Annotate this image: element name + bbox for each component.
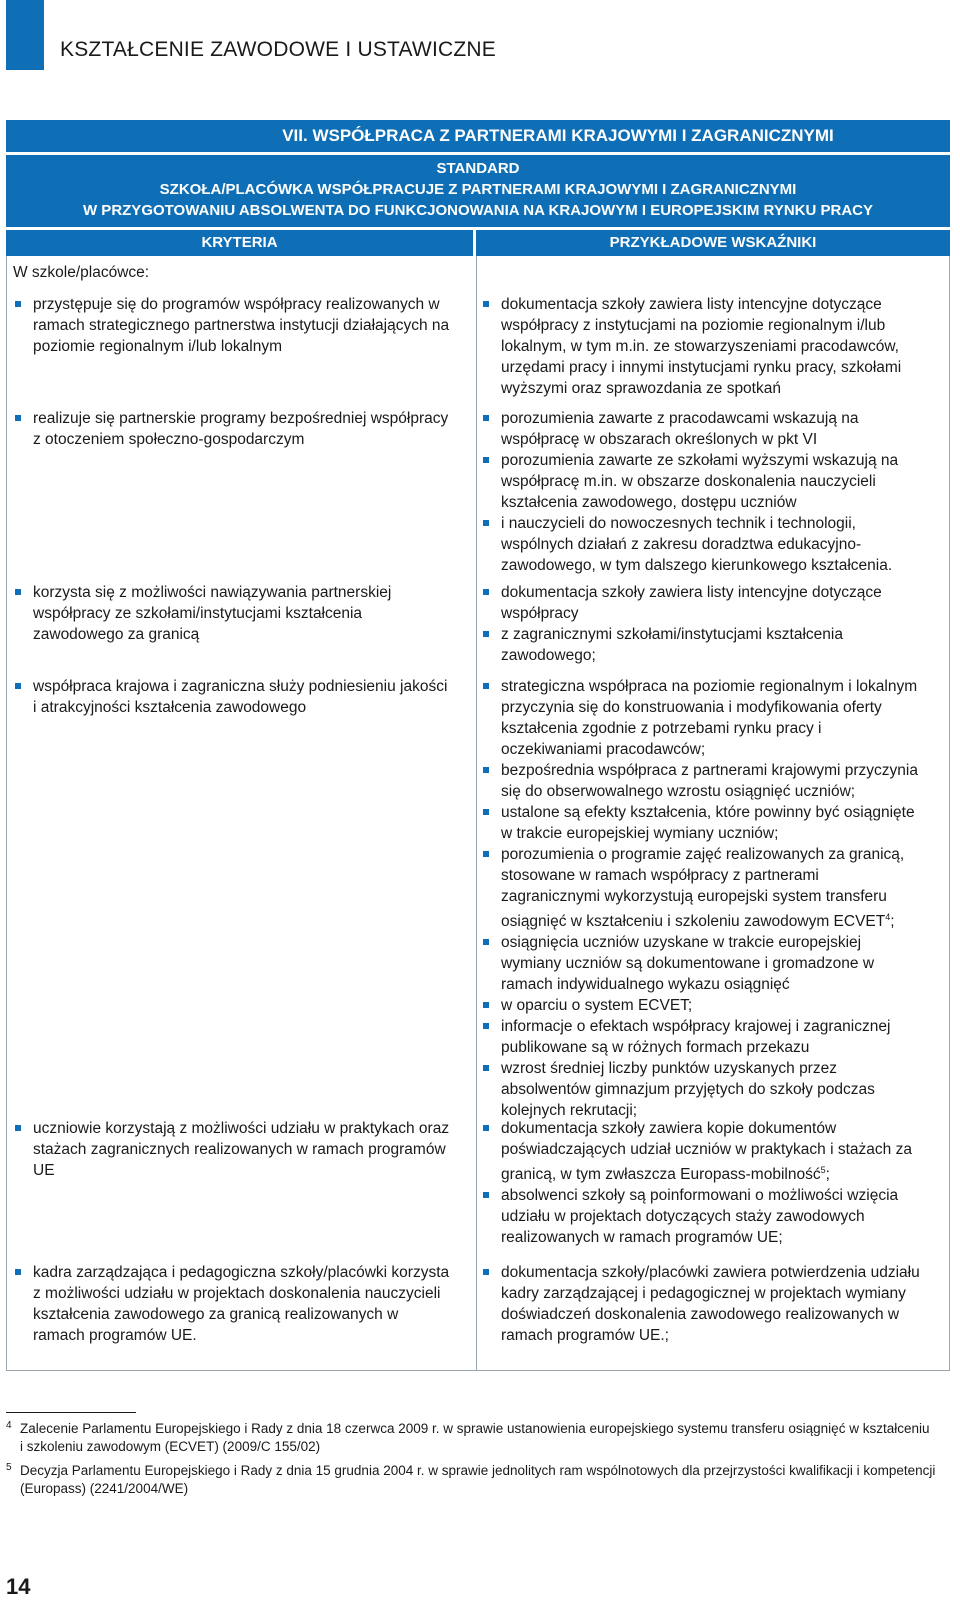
list-item: absolwenci szkoły są poinformowani o możliwości wzięcia udziału w projektach dotyczących staży zawodowych realizowanych w ramach programów UE; (481, 1185, 921, 1248)
footnote-5 (6, 1462, 936, 1498)
ecvet-text: porozumienia o programie zajęć realizowanych za granicą, stosowane w ramach współpracy z partnerami zagranicznymi wykorzystują europejski system transferu osiągnięć w kształceniu i szkoleniu zawodowym ECVET (501, 846, 905, 931)
list-item: dokumentacja szkoły zawiera listy intencyjne dotyczące współpracy (481, 582, 921, 624)
list-item: w oparciu o system ECVET; (481, 995, 921, 1016)
list-item: kadra zarządzająca i pedagogiczna szkoły/placówki korzysta z możliwości udziału w projektach doskonalenia nauczycieli kształcenia zawodowego za granicą realizowanych w ramach programów UE. (13, 1262, 453, 1346)
list-item: porozumienia zawarte ze szkołami wyższymi wskazują na współpracę m.in. w obszarze doskonalenia nauczycieli kształcenia zawodowego, dostępu uczniów (481, 450, 921, 513)
indicators-cell-3 (481, 582, 921, 666)
list-item: porozumienia zawarte z pracodawcami wskazują na współpracę w obszarach określonych w pkt VI (481, 408, 921, 450)
footnote-rule (6, 1412, 136, 1413)
footnote-text: Decyzja Parlamentu Europejskiego i Rady z dnia 15 grudnia 2004 r. w sprawie jednolitych ram wspólnotowych dla przejrzystości kwalifikacji i kompetencji (Europass) (2241/2004/WE) (20, 1463, 936, 1496)
standard-line-1: SZKOŁA/PLACÓWKA WSPÓŁPRACUJE Z PARTNERAMI KRAJOWYMI I ZAGRANICZNYMI (159, 181, 797, 198)
list-item: i nauczycieli do nowoczesnych technik i technologii, wspólnych działań z zakresu doradztwa edukacyjno-zawodowego, w tym dalszego kierunkowego kształcenia. (481, 513, 921, 576)
column-header-indicators: PRZYKŁADOWE WSKAŹNIKI (476, 230, 950, 256)
list-item: uczniowie korzystają z możliwości udziału w praktykach oraz stażach zagranicznych realizowanych w ramach programów UE (13, 1118, 453, 1181)
intro-text: W szkole/placówce: (13, 264, 150, 281)
ecvet-tail: ; (890, 913, 895, 931)
list-item: z zagranicznymi szkołami/instytucjami kształcenia zawodowego; (481, 624, 921, 666)
indicators-cell-5 (481, 1118, 921, 1248)
list-item: dokumentacja szkoły/placówki zawiera potwierdzenia udziału kadry zarządzającej i pedagogicznej w projektach wymiany doświadczeń doskonalenia zawodowego realizowanych w ramach programów UE.; (481, 1262, 921, 1346)
list-item: wzrost średniej liczby punktów uzyskanych przez absolwentów gimnazjum przyjętych do szkoły podczas kolejnych rekrutacji; (481, 1058, 921, 1121)
criteria-cell-4 (13, 676, 453, 718)
list-item: dokumentacja szkoły zawiera listy intencyjne dotyczące współpracy z instytucjami na poziomie regionalnym i/lub lokalnym, w tym m.in. ze stowarzyszeniami pracodawców, urzędami pracy i innymi instytucjami rynku pracy, szkołami wyższymi oraz sprawozdania ze spotkań (481, 294, 921, 399)
section-title: VII. WSPÓŁPRACA Z PARTNERAMI KRAJOWYMI I ZAGRANICZNYMI (6, 120, 950, 152)
footnote-number: 4 (6, 1420, 12, 1431)
column-header-criteria: KRYTERIA (6, 230, 473, 256)
indicators-cell-4 (481, 676, 921, 1121)
europass-text: dokumentacja szkoły zawiera kopie dokumentów poświadczających udział uczniów w praktykach i stażach za granicą, w tym zwłaszcza Europass-mobilność (501, 1120, 912, 1184)
footnote-ref-5: 5 (820, 1165, 826, 1175)
europass-tail: ; (825, 1166, 830, 1184)
header-title: KSZTAŁCENIE ZAWODOWE I USTAWICZNE (60, 38, 496, 61)
list-item: realizuje się partnerskie programy bezpośredniej współpracy z otoczeniem społeczno-gospodarczym (13, 408, 453, 450)
criteria-cell-6 (13, 1262, 453, 1346)
page-number: 14 (6, 1574, 31, 1599)
footnote-number: 5 (6, 1462, 12, 1473)
list-item (481, 1118, 921, 1185)
list-item: informacje o efektach współpracy krajowej i zagranicznej publikowane są w różnych formach przekazu (481, 1016, 921, 1058)
indicators-cell-6 (481, 1262, 921, 1346)
list-item: współpraca krajowa i zagraniczna służy podniesieniu jakości i atrakcyjności kształcenia zawodowego (13, 676, 453, 718)
table-body (6, 256, 950, 1371)
footnote-ref-4: 4 (885, 912, 891, 922)
criteria-cell-5 (13, 1118, 453, 1181)
standard-line-2: W PRZYGOTOWANIU ABSOLWENTA DO FUNKCJONOWANIA NA KRAJOWYM I EUROPEJSKIM RYNKU PRACY (82, 202, 874, 219)
standards-table (6, 120, 950, 1371)
column-divider (476, 256, 477, 1370)
criteria-cell-2 (13, 408, 453, 450)
criteria-cell-1 (13, 294, 453, 357)
indicators-cell-1 (481, 294, 921, 399)
list-item: ustalone są efekty kształcenia, które powinny być osiągnięte w trakcie europejskiej wymiany uczniów; (481, 802, 921, 844)
list-item: bezpośrednia współpraca z partnerami krajowymi przyczynia się do obserwowalnego wzrostu osiągnięć uczniów; (481, 760, 921, 802)
column-headers (6, 227, 950, 256)
list-item: przystępuje się do programów współpracy realizowanych w ramach strategicznego partnerstwa instytucji działających na poziomie regionalnym i/lub lokalnym (13, 294, 453, 357)
footnote-text: Zalecenie Parlamentu Europejskiego i Rady z dnia 18 czerwca 2009 r. w sprawie ustanowienia europejskiego systemu transferu osiągnięć w kształceniu i szkoleniu zawodowym (ECVET) (2009/C 155/02) (20, 1421, 930, 1454)
list-item: korzysta się z możliwości nawiązywania partnerskiej współpracy ze szkołami/instytucjami kształcenia zawodowego za granicą (13, 582, 453, 645)
list-item: osiągnięcia uczniów uzyskane w trakcie europejskiej wymiany uczniów są dokumentowane i gromadzone w ramach indywidualnego wykazu osiągnięć (481, 932, 921, 995)
standard-label: STANDARD (436, 160, 520, 177)
indicators-cell-2 (481, 408, 921, 576)
criteria-cell-3 (13, 582, 453, 645)
header-accent-bar (6, 0, 44, 70)
list-item (481, 844, 921, 932)
standard-block (6, 152, 950, 227)
footnote-4 (6, 1420, 936, 1456)
list-item: strategiczna współpraca na poziomie regionalnym i lokalnym przyczynia się do konstruowania i modyfikowania oferty kształcenia zgodnie z potrzebami rynku pracy i oczekiwaniami pracodawców; (481, 676, 921, 760)
